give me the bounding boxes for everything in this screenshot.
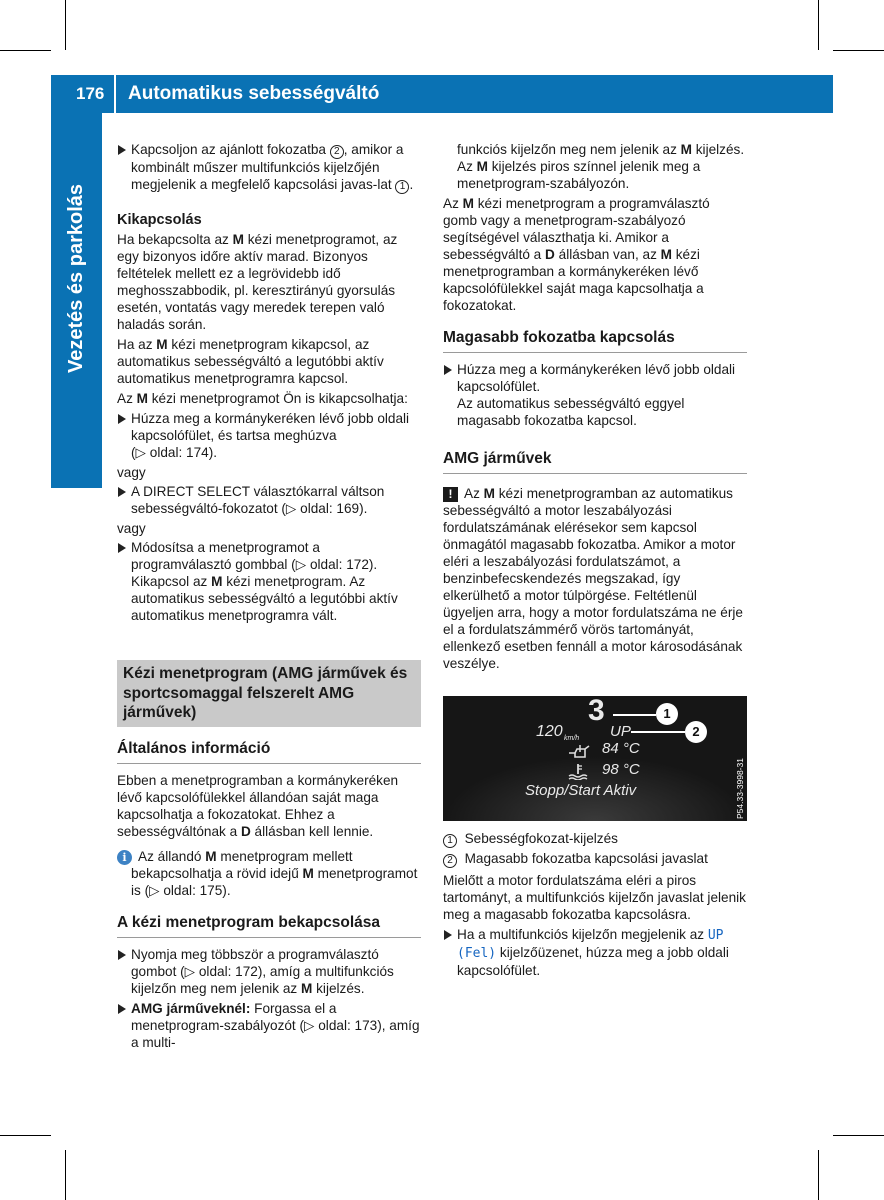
- legend-number-2: 2: [443, 854, 457, 868]
- list-item-continuation: Az M kijelzés piros színnel jelenik meg a menetprogram-szabályozón.: [457, 159, 701, 191]
- paragraph: Ha az M kézi menetprogram kikapcsol, az automatikus sebességváltó a legutóbbi aktív automatikus menetprogramra kapcsol.: [117, 337, 384, 386]
- callout-1: 1: [656, 703, 678, 725]
- heading-amg: AMG járművek: [443, 449, 747, 474]
- list-item: Módosítsa a menetprogramot a programválasztó gombbal (▷ oldal: 172).: [117, 539, 421, 573]
- page-number: 176: [76, 84, 105, 103]
- callout-2: 2: [685, 721, 707, 743]
- header-divider: [114, 75, 116, 113]
- list-item: Húzza meg a kormánykeréken lévő jobb oldali kapcsolófület, és tartsa meghúzva (▷ oldal: 174).: [117, 410, 421, 461]
- side-tab-label: Vezetés és parkolás: [65, 183, 88, 373]
- list-item: Ha a multifunkciós kijelzőn megjelenik az UP (Fel) kijelzőüzenet, húzza meg a jobb oldali kapcsolófület.: [443, 926, 747, 979]
- upshift-indicator: UP: [610, 723, 631, 740]
- or-text: vagy: [117, 465, 146, 480]
- info-icon: i: [117, 850, 132, 865]
- or-text: vagy: [117, 521, 146, 536]
- legend-number-1: 1: [443, 834, 457, 848]
- paragraph: Az M kézi menetprogram a programválasztó gomb vagy a menetprogram-szabályozó segítségével választhatja ki. Amikor a sebességváltó a D állásban van, az M kézi menetprogramban a kormánykeréken lévő kapcsolófülekkel saját maga kapcsolhatja a fokozatokat.: [443, 196, 710, 313]
- crop-mark: [0, 50, 51, 51]
- paragraph: Ebben a menetprogramban a kormánykeréken lévő kapcsolófülekkel állandóan saját maga kapcsolhatja a fokozatokat. Ehhez a sebességváltónak a D állásban kell lennie.: [117, 772, 399, 839]
- display-message-code: UP (Fel): [457, 928, 724, 961]
- list-item: A DIRECT SELECT választókarral váltson sebességváltó-fokozatot (▷ oldal: 169).: [117, 483, 421, 517]
- list-item-continuation: Az automatikus sebességváltó eggyel magasabb fokozatba kapcsol.: [457, 396, 685, 428]
- figure-code: P54.33-3998-31: [735, 758, 745, 819]
- info-note: i Az állandó M menetprogram mellett bekapcsolhatja a rövid idejű M menetprogramot is (▷ oldal: 175).: [117, 848, 421, 899]
- speed-unit: km/h: [564, 735, 580, 742]
- coolant-temperature-icon: [567, 762, 589, 780]
- crop-mark: [833, 1135, 884, 1136]
- paragraph: Az M kézi menetprogramot Ön is kikapcsolhatja:: [117, 391, 408, 406]
- coolant-temperature: 98 °C: [602, 761, 640, 778]
- crop-mark: [65, 0, 66, 50]
- crop-mark: [818, 1150, 819, 1200]
- callout-line-1: [613, 714, 656, 716]
- heading-bekapcsolas: A kézi menetprogram bekapcsolása: [117, 913, 421, 938]
- paragraph: Mielőtt a motor fordulatszáma eléri a piros tartományt, a multifunkciós kijelzőn javaslat jelenik meg a magasabb fokozatba kapcsolásra.: [443, 873, 746, 922]
- instruction-shift: Kapcsoljon az ajánlott fokozatba 2 , amikor a kombinált műszer multifunkciós kijelzőjén megjelenik a megfelelő kapcsolási javas-lat 1 .: [117, 141, 421, 194]
- crop-mark: [65, 1150, 66, 1200]
- list-item-continuation: funkciós kijelzőn meg nem jelenik az M kijelzés.: [457, 142, 745, 157]
- crop-mark: [0, 1135, 51, 1136]
- speed-value: 120: [536, 723, 563, 740]
- oil-temperature-icon: [567, 743, 591, 759]
- gear-indicator: 3: [588, 696, 605, 727]
- crop-mark: [818, 0, 819, 50]
- callout-ref-2: 2: [330, 145, 344, 159]
- legend-item: 2 Magasabb fokozatba kapcsolási javaslat: [443, 850, 747, 868]
- list-item: Nyomja meg többször a programválasztó gombot (▷ oldal: 172), amíg a multifunkciós kijelzőn meg nem jelenik az M kijelzés.: [117, 946, 421, 997]
- oil-temperature: 84 °C: [602, 740, 640, 757]
- side-tab-label-wrap: [51, 113, 102, 443]
- instrument-cluster-figure: [443, 696, 747, 821]
- warning-note: ! Az M kézi menetprogramban az automatikus sebességváltó a motor leszabályozási fordulatszámának elérésekor sem kapcsol önmagától magasabb fokozatba. Amikor a motor eléri a leszabályozási fordulatszámot, a benzinbefecskendezés megszakad, így elkerülhető a motor túlpörgése. Feltétlenül ügyeljen arra, hogy a motor fordulatszáma ne érje el a fordulatszámmérő vörös tartományát, ellenkező esetben fennáll a motor károsodásának veszélye.: [443, 486, 743, 671]
- legend-item: 1 Sebességfokozat-kijelzés: [443, 830, 747, 848]
- page-title: Automatikus sebességváltó: [128, 83, 380, 104]
- right-column: [443, 141, 747, 672]
- paragraph: Ha bekapcsolta az M kézi menetprogramot, az egy bizonyos időre aktív marad. Bizonyos feltételek mellett ez a legrövidebb idő meghosszabbodik, pl. keresztirányú gyorsulás esetén, vontatás vagy meredek terepen való haladás során.: [117, 232, 398, 332]
- right-column-lower: [443, 830, 747, 979]
- crop-mark: [833, 50, 884, 51]
- callout-line-2: [631, 731, 685, 733]
- heading-altalanos: Általános információ: [117, 739, 421, 764]
- list-item: AMG járműveknél: Forgassa el a menetprogram-szabályozót (▷ oldal: 173), amíg a multi-: [117, 1000, 421, 1051]
- callout-ref-1: 1: [395, 180, 409, 194]
- heading-magasabb: Magasabb fokozatba kapcsolás: [443, 328, 747, 353]
- list-item: Húzza meg a kormánykeréken lévő jobb oldali kapcsolófület.: [443, 361, 747, 395]
- list-item-continuation: Kikapcsol az M kézi menetprogram. Az automatikus sebességváltó a legutóbbi aktív automatikus menetprogramra vált.: [131, 574, 398, 623]
- stop-start-status: Stopp/Start Aktiv: [525, 782, 637, 799]
- heading-kikapcsolas: Kikapcsolás: [117, 212, 202, 228]
- left-column: [117, 141, 421, 1051]
- section-heading-box: Kézi menetprogram (AMG járművek és sportcsomaggal felszerelt AMG járművek): [117, 660, 421, 727]
- warning-icon: !: [443, 487, 458, 502]
